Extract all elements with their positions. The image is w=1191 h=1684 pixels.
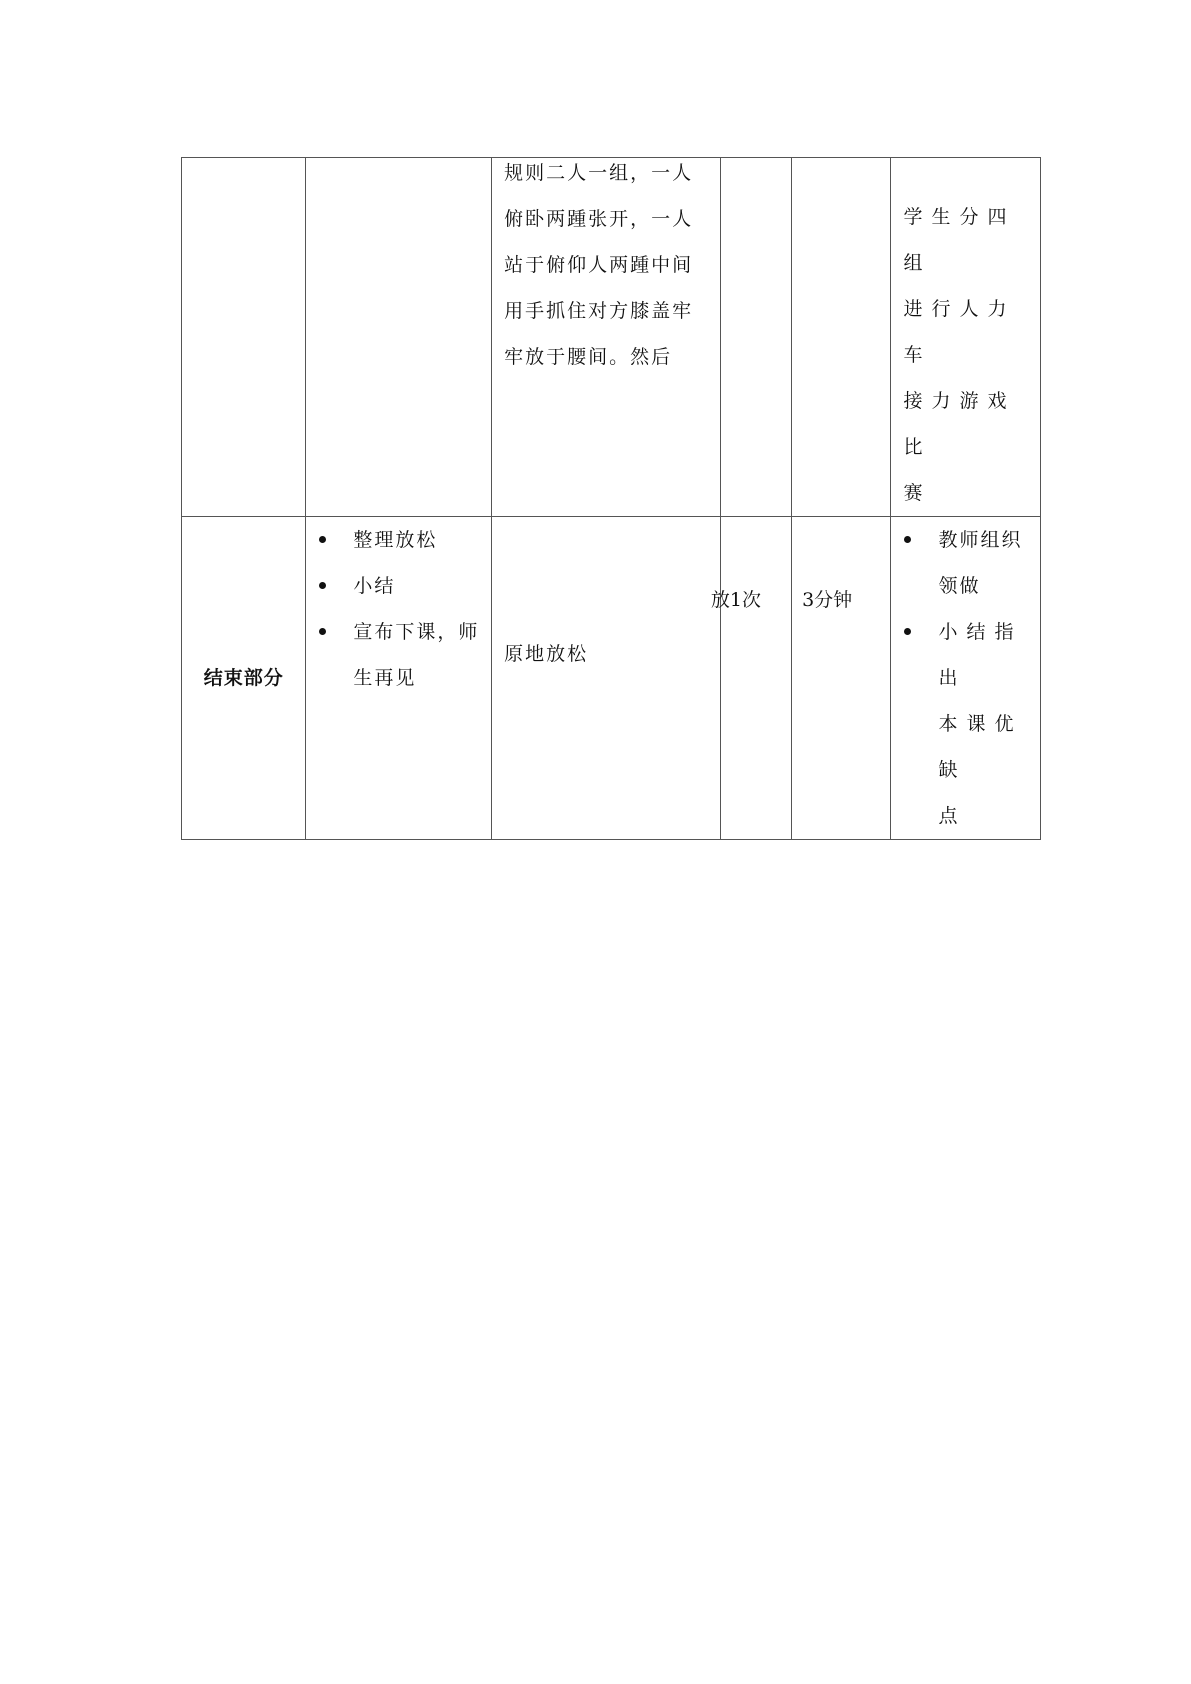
organization-text: 领做 [938, 575, 981, 597]
rules-line: 牢放于腰间。然后 [504, 346, 673, 368]
organization-list [891, 517, 1040, 839]
bullet-icon [319, 628, 326, 635]
list-item [306, 609, 491, 701]
organization-text: 本课优缺 [938, 713, 1023, 781]
item-text: 整理放松 [353, 529, 438, 551]
organization-text: 点 [938, 805, 960, 827]
time-text: 3分钟 [802, 589, 853, 611]
bullet-icon [319, 536, 326, 543]
organization-line: 接力游戏比 [903, 390, 1016, 458]
content-cell [492, 517, 721, 840]
section-cell-empty [182, 158, 306, 517]
bullet-icon [904, 628, 911, 635]
item-text: 生再见 [353, 667, 417, 689]
list-item [891, 517, 1040, 609]
organization-line: 进行人力车 [903, 298, 1016, 366]
item-text: 宣布下课，师 [353, 621, 480, 643]
time-cell [792, 517, 891, 840]
items-cell-empty [306, 158, 492, 517]
organization-line: 赛 [903, 482, 932, 504]
bullet-icon [319, 582, 326, 589]
bullet-icon [904, 536, 911, 543]
rules-line: 站于俯仰人两踵中间 [504, 254, 694, 276]
lesson-plan-table [181, 157, 1041, 840]
table-row [182, 517, 1041, 840]
items-cell [306, 517, 492, 840]
organization-text: 教师组织 [938, 529, 1023, 551]
time-cell-empty [792, 158, 891, 517]
count-text: 放1次 [710, 589, 761, 611]
items-list [306, 517, 491, 701]
list-item [306, 517, 491, 563]
content-text: 原地放松 [504, 643, 589, 665]
organization-cell [891, 517, 1041, 840]
count-cell-empty [720, 158, 791, 517]
rules-line: 规则二人一组，一人 [504, 162, 694, 184]
organization-cell [891, 158, 1041, 517]
list-item [306, 563, 491, 609]
list-item [891, 609, 1040, 839]
rules-cell [492, 158, 721, 517]
organization-line: 学生分四组 [903, 206, 1016, 274]
count-cell [710, 517, 791, 840]
rules-line: 俯卧两踵张开，一人 [504, 208, 694, 230]
item-text: 小结 [353, 575, 396, 597]
section-title: 结束部分 [182, 517, 306, 840]
table-row [182, 158, 1041, 517]
rules-line: 用手抓住对方膝盖牢 [504, 300, 694, 322]
organization-text: 小结指出 [938, 621, 1023, 689]
